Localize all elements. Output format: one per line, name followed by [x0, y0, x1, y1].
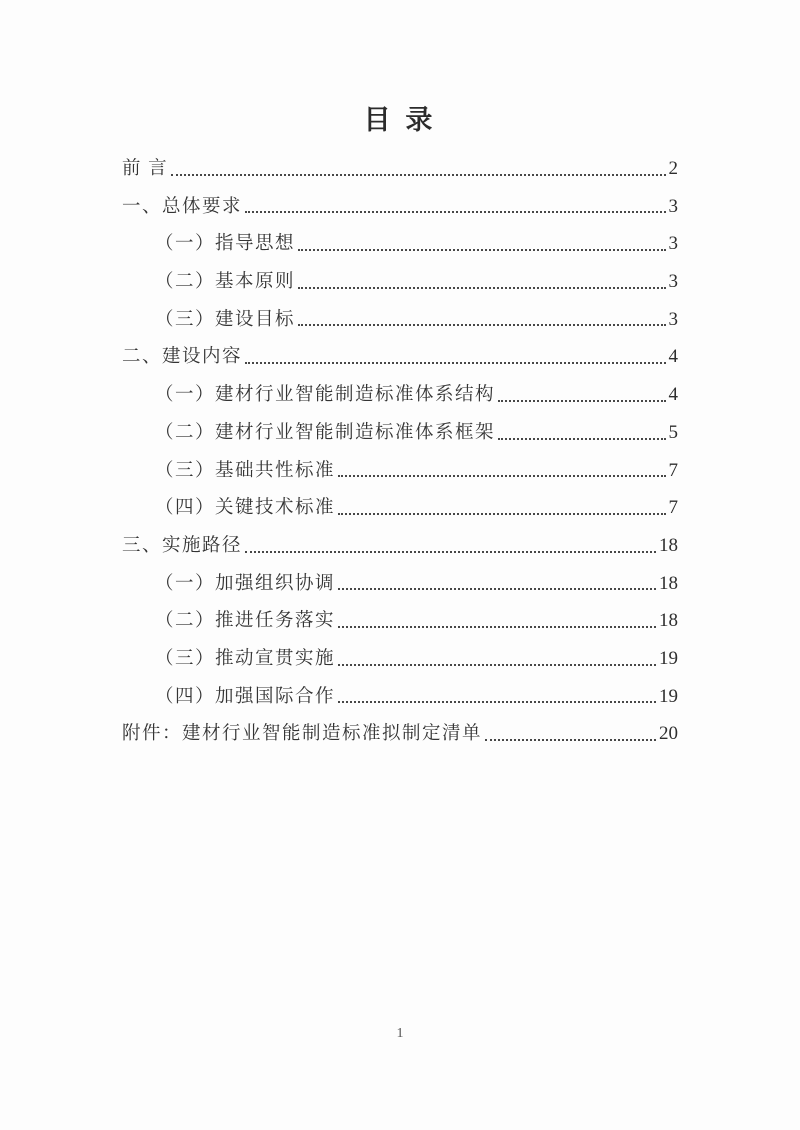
toc-entry: [122, 565, 678, 603]
dot-leader: [298, 324, 665, 326]
toc-entry: [122, 602, 678, 640]
dot-leader: [298, 287, 665, 289]
dot-leader: [245, 551, 656, 553]
toc-entry-page: 7: [668, 497, 678, 519]
toc-entry: [122, 338, 678, 376]
toc-entry-label: （一）加强组织协调: [155, 573, 336, 594]
page-title: 目 录: [363, 105, 437, 135]
toc-entry-label: （二）建材行业智能制造标准体系框架: [155, 422, 496, 443]
toc-entry-page: 18: [659, 610, 678, 632]
toc-entry-page: 2: [668, 158, 678, 179]
toc-entry-label: 一、总体要求: [122, 196, 243, 217]
toc-entry-label: （三）推动宣贯实施: [155, 648, 336, 669]
dot-leader: [298, 249, 665, 251]
toc-entry-label: 三、实施路径: [122, 535, 243, 556]
toc-entry-label: 附件：建材行业智能制造标准拟制定清单: [122, 724, 483, 745]
dot-leader: [338, 588, 656, 590]
dot-leader: [338, 475, 665, 477]
toc-entry-page: 19: [659, 647, 678, 669]
toc-entry-page: 3: [668, 233, 678, 255]
toc-list: [122, 150, 678, 753]
toc-entry: [122, 489, 678, 527]
toc-entry-page: 5: [668, 421, 678, 443]
toc-entry-page: 3: [668, 308, 678, 330]
toc-entry-label: （四）关键技术标准: [155, 498, 336, 519]
dot-leader: [498, 438, 665, 440]
toc-entry-label: （一）建材行业智能制造标准体系结构: [155, 385, 496, 406]
toc-entry-page: 19: [659, 685, 678, 707]
toc-entry: [122, 452, 678, 490]
toc-entry-page: 7: [668, 459, 678, 481]
toc-entry: [122, 414, 678, 452]
toc-entry-label: 二、建设内容: [122, 347, 243, 368]
toc-entry-page: 3: [668, 195, 678, 217]
page-number: 1: [396, 1026, 404, 1041]
dot-leader: [485, 739, 656, 741]
toc-entry-label: （一）指导思想: [155, 234, 296, 255]
toc-entry-page: 20: [659, 723, 678, 745]
toc-entry-page: 18: [659, 534, 678, 556]
toc-entry-label: （三）建设目标: [155, 309, 296, 330]
toc-entry-label: 前 言: [122, 159, 169, 179]
toc-entry-page: 4: [668, 384, 678, 406]
toc-entry: [122, 188, 678, 226]
toc-entry-label: （二）基本原则: [155, 272, 296, 293]
toc-entry: [122, 678, 678, 716]
toc-entry-label: （三）基础共性标准: [155, 460, 336, 481]
toc-entry: [122, 640, 678, 678]
dot-leader: [338, 626, 656, 628]
dot-leader: [338, 664, 656, 666]
toc-entry: [122, 301, 678, 339]
toc-entry: [122, 263, 678, 301]
dot-leader: [498, 400, 665, 402]
dot-leader: [171, 174, 665, 176]
toc-entry-label: （四）加强国际合作: [155, 686, 336, 707]
toc-entry: [122, 527, 678, 565]
dot-leader: [245, 362, 665, 364]
toc-entry-page: 4: [668, 346, 678, 368]
toc-entry-page: 18: [659, 572, 678, 594]
toc-entry-label: （二）推进任务落实: [155, 611, 336, 632]
dot-leader: [338, 513, 665, 515]
toc-entry: [122, 150, 678, 188]
toc-entry: [122, 715, 678, 753]
dot-leader: [245, 211, 665, 213]
toc-entry: [122, 376, 678, 414]
toc-entry-page: 3: [668, 271, 678, 293]
toc-entry: [122, 225, 678, 263]
dot-leader: [338, 701, 656, 703]
